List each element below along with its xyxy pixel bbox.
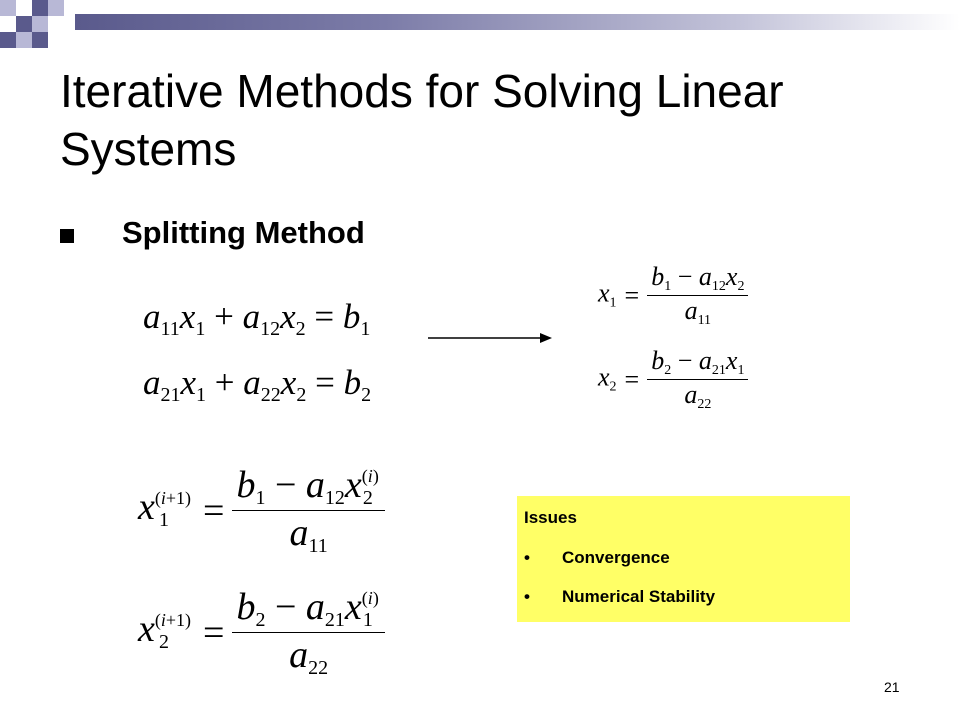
- bullet-dot-icon: •: [524, 548, 530, 567]
- page-number: 21: [884, 679, 900, 695]
- issues-item: [524, 548, 670, 568]
- iteration-x2-equation: $x^{(i+1)}_2$ = $\frac{b_2 - a_{21}x^{(i)}_1}{a_{22}}$: [138, 585, 385, 680]
- arrow-right-icon: [428, 331, 552, 345]
- iteration-x1-equation: $x^{(i+1)}_1$ = $\frac{b_1 - a_{12}x^{(i)}_2}{a_{11}}$: [138, 463, 385, 558]
- decor-bar: [75, 14, 960, 30]
- issues-heading: Issues: [524, 508, 577, 527]
- issues-item-label: Convergence: [562, 548, 670, 567]
- solution-x1-equation: $x_1$ = $\frac{b_1 - a_{12}x_2}{a_{11}}$: [598, 262, 748, 329]
- issues-item-label: Numerical Stability: [562, 587, 716, 606]
- decor-square: [16, 16, 32, 32]
- linear-system-equations: [143, 290, 371, 422]
- equation-row-2: $a_{21}x_1 + a_{22}x_2 = b_2$: [143, 363, 372, 406]
- equation-row-1: $a_{11}x_1 + a_{12}x_2 = b_1$: [143, 297, 371, 340]
- decor-square: [32, 32, 48, 48]
- issues-item: [524, 587, 715, 607]
- decor-square: [0, 0, 16, 16]
- issues-box: [517, 496, 850, 622]
- slide-subtitle: Splitting Method: [122, 215, 365, 250]
- bullet-square-icon: [60, 229, 74, 243]
- decor-square: [32, 0, 48, 16]
- decor-square: [16, 0, 32, 16]
- solution-x2-equation: $x_2$ = $\frac{b_2 - a_{21}x_1}{a_{22}}$: [598, 346, 748, 413]
- decor-square: [16, 32, 32, 48]
- decor-square: [32, 16, 48, 32]
- decor-square: [0, 32, 16, 48]
- decor-square: [48, 0, 64, 16]
- bullet-dot-icon: •: [524, 587, 530, 606]
- slide-title: Iterative Methods for Solving Linear Systems: [60, 65, 784, 175]
